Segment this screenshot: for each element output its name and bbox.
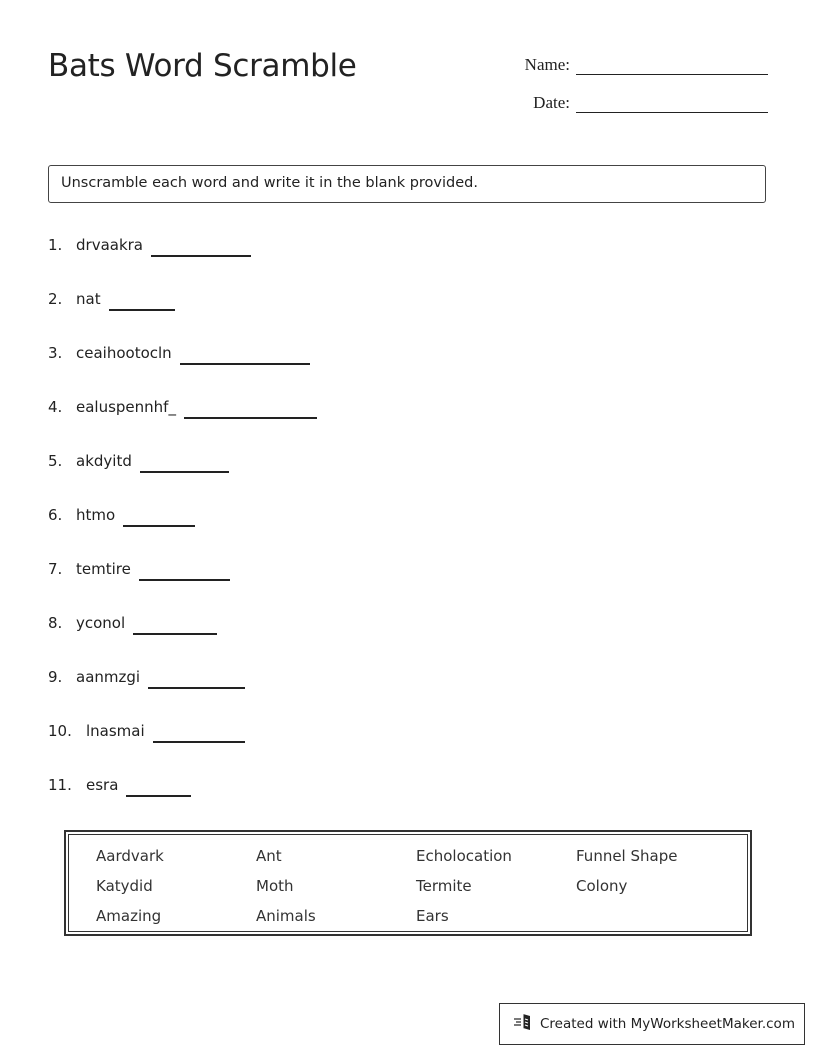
word-bank-item: Amazing bbox=[96, 907, 162, 925]
question-item bbox=[48, 236, 317, 290]
answer-blank[interactable] bbox=[133, 614, 217, 635]
worksheet-maker-logo-icon bbox=[512, 1011, 540, 1037]
question-number: 9. bbox=[48, 668, 63, 686]
scrambled-word: drvaakra bbox=[76, 236, 143, 254]
question-item bbox=[48, 452, 317, 506]
scrambled-word: htmo bbox=[76, 506, 116, 524]
question-number: 1. bbox=[48, 236, 63, 254]
scrambled-word: yconol bbox=[76, 614, 126, 632]
date-blank-line[interactable] bbox=[576, 92, 768, 113]
instructions-box: Unscramble each word and write it in the blank provided. bbox=[48, 165, 766, 203]
answer-blank[interactable] bbox=[109, 290, 175, 311]
footer-text: Created with MyWorksheetMaker.com bbox=[540, 1016, 795, 1032]
answer-blank[interactable] bbox=[151, 236, 251, 257]
question-number: 10. bbox=[48, 722, 72, 740]
question-number: 11. bbox=[48, 776, 72, 794]
word-bank bbox=[64, 830, 752, 936]
name-blank-line[interactable] bbox=[576, 54, 768, 75]
question-number: 4. bbox=[48, 398, 63, 416]
answer-blank[interactable] bbox=[126, 776, 191, 797]
scrambled-word: nat bbox=[76, 290, 101, 308]
scrambled-word: esra bbox=[86, 776, 119, 794]
question-item bbox=[48, 668, 317, 722]
scrambled-word: ealuspennhf_ bbox=[76, 398, 176, 416]
word-bank-grid bbox=[96, 847, 736, 937]
word-bank-item: Ears bbox=[416, 907, 449, 925]
question-number: 2. bbox=[48, 290, 63, 308]
word-bank-inner-border bbox=[68, 834, 748, 932]
question-item bbox=[48, 344, 317, 398]
scrambled-word: akdyitd bbox=[76, 452, 132, 470]
word-bank-item: Animals bbox=[256, 907, 316, 925]
question-number: 5. bbox=[48, 452, 63, 470]
scrambled-word: aanmzgi bbox=[76, 668, 141, 686]
answer-blank[interactable] bbox=[123, 506, 195, 527]
question-item bbox=[48, 290, 317, 344]
question-item bbox=[48, 398, 317, 452]
scrambled-word: lnasmai bbox=[86, 722, 145, 740]
word-bank-item: Katydid bbox=[96, 877, 153, 895]
question-number: 7. bbox=[48, 560, 63, 578]
question-number: 8. bbox=[48, 614, 63, 632]
date-label: Date: bbox=[533, 93, 570, 112]
answer-blank[interactable] bbox=[140, 452, 229, 473]
question-item bbox=[48, 560, 317, 614]
question-number: 3. bbox=[48, 344, 63, 362]
name-field bbox=[525, 54, 768, 75]
scrambled-word: temtire bbox=[76, 560, 131, 578]
word-bank-item: Colony bbox=[576, 877, 628, 895]
page-title: Bats Word Scramble bbox=[48, 48, 357, 84]
answer-blank[interactable] bbox=[153, 722, 245, 743]
word-bank-item: Termite bbox=[416, 877, 472, 895]
word-bank-item: Echolocation bbox=[416, 847, 512, 865]
name-label: Name: bbox=[524, 55, 570, 74]
scrambled-word: ceaihootocln bbox=[76, 344, 172, 362]
answer-blank[interactable] bbox=[180, 344, 310, 365]
question-item bbox=[48, 614, 317, 668]
word-bank-item: Ant bbox=[256, 847, 282, 865]
answer-blank[interactable] bbox=[139, 560, 230, 581]
question-item bbox=[48, 722, 317, 776]
word-bank-item: Moth bbox=[256, 877, 294, 895]
question-list bbox=[48, 236, 317, 830]
question-item bbox=[48, 506, 317, 560]
answer-blank[interactable] bbox=[148, 668, 245, 689]
footer-badge[interactable] bbox=[499, 1003, 805, 1045]
question-item bbox=[48, 776, 317, 830]
question-number: 6. bbox=[48, 506, 63, 524]
word-bank-item: Aardvark bbox=[96, 847, 164, 865]
date-field bbox=[533, 92, 768, 113]
answer-blank[interactable] bbox=[184, 398, 317, 419]
word-bank-item: Funnel Shape bbox=[576, 847, 678, 865]
